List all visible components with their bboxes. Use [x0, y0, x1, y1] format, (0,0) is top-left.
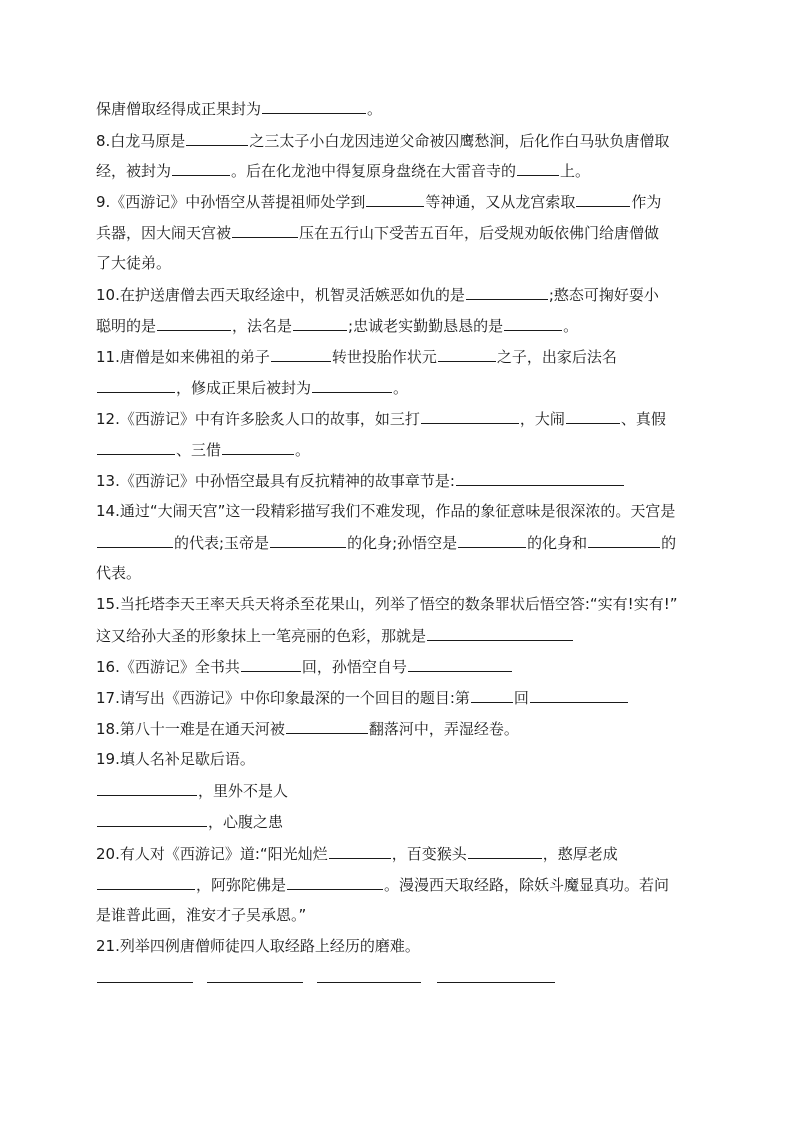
q8-line-2: 经，被封为 。后在化龙池中得复原身盘绕在大雷音寺的 上。 [96, 162, 591, 180]
answer-blank[interactable] [97, 967, 193, 983]
answer-blank[interactable] [329, 843, 391, 859]
answer-blank[interactable] [222, 439, 294, 455]
answer-blank[interactable] [270, 532, 346, 548]
q9-line-1: 9.《西游记》中孙悟空从菩提祖师处学到 等神通，又从龙宫索取 作为 [96, 193, 662, 211]
q19-line-1: 19.填人名补足歇后语。 [96, 750, 255, 768]
answer-blank[interactable] [517, 160, 559, 176]
answer-blank[interactable] [408, 656, 512, 672]
answer-blank[interactable] [458, 532, 526, 548]
answer-blank[interactable] [530, 687, 628, 703]
answer-blank[interactable] [317, 967, 421, 983]
answer-blank[interactable] [366, 191, 424, 207]
q14-line-1: 14.通过“大闹天宫”这一段精彩描写我们不难发现，作品的象征意味是很深浓的。天宫是 [96, 502, 676, 520]
q16-line-1: 16.《西游记》全书共 回，孙悟空自号 [96, 656, 513, 676]
answer-blank[interactable] [232, 222, 298, 238]
answer-blank[interactable] [186, 130, 248, 146]
q8-line-1: 8.白龙马原是 之三太子小白龙因违逆父命被囚鹰愁涧，后化作白马驮负唐僧取 [96, 132, 670, 150]
q17-line-1: 17.请写出《西游记》中你印象最深的一个回目的题目:第 回 [96, 687, 629, 707]
answer-blank[interactable] [97, 532, 173, 548]
answer-blank[interactable] [157, 315, 231, 331]
q21-line-1: 21.列举四例唐僧师徒四人取经路上经历的磨难。 [96, 937, 420, 955]
q12-line-2: 、三借 。 [96, 439, 310, 459]
answer-blank[interactable] [437, 967, 555, 983]
q15-line-2: 这又给孙大圣的形象抹上一笔亮丽的色彩，那就是 [96, 625, 574, 645]
q10-line-1: 10.在护送唐僧去西天取经途中，机智灵活嫉恶如仇的是 ;憨态可掬好耍小 [96, 286, 659, 304]
q9-line-3: 了大徒弟。 [96, 254, 172, 272]
answer-blank[interactable] [438, 346, 496, 362]
q15-line-1: 15.当托塔李天王率天兵天将杀至花果山，列举了悟空的数条罪状后悟空答:“实有!实有!” [96, 595, 678, 613]
answer-blank[interactable] [97, 377, 175, 393]
q13-line-1: 13.《西游记》中孙悟空最具有反抗精神的故事章节是: [96, 470, 625, 490]
q14-line-2: 的代表;玉帝是 的化身;孙悟空是 的化身和 的 [96, 532, 676, 552]
q11-line-2: ，修成正果后被封为 。 [96, 377, 408, 397]
q19-line-2: ，里外不是人 [96, 780, 288, 800]
q14-line-3: 代表。 [96, 564, 142, 582]
answer-blank[interactable] [566, 408, 620, 424]
answer-blank[interactable] [271, 346, 331, 362]
answer-blank[interactable] [287, 874, 383, 890]
answer-blank[interactable] [97, 874, 195, 890]
answer-blank[interactable] [97, 439, 175, 455]
answer-blank[interactable] [588, 532, 660, 548]
answer-blank[interactable] [421, 408, 519, 424]
q18-line-1: 18.第八十一难是在通天河被 翻落河中，弄湿经卷。 [96, 720, 519, 738]
q21-answer-line [96, 967, 556, 987]
q20-line-2: ，阿弥陀佛是 。漫漫西天取经路，除妖斗魔显真功。若问 [96, 874, 669, 894]
answer-blank[interactable] [241, 656, 301, 672]
q20-line-3: 是谁普此画，淮安才子吴承恩。” [96, 906, 307, 924]
answer-blank[interactable] [504, 315, 562, 331]
answer-blank[interactable] [312, 377, 392, 393]
answer-blank[interactable] [466, 284, 548, 300]
answer-blank[interactable] [262, 98, 366, 114]
answer-blank[interactable] [471, 687, 513, 703]
q11-line-1: 11.唐僧是如来佛祖的弟子 转世投胎作状元 之子，出家后法名 [96, 348, 617, 366]
answer-blank[interactable] [207, 967, 303, 983]
answer-blank[interactable] [286, 718, 368, 734]
q19-line-3: ，心腹之患 [96, 811, 283, 831]
answer-blank[interactable] [468, 843, 542, 859]
answer-blank[interactable] [456, 470, 624, 486]
q9-line-2: 兵器，因大闹天宫被 压在五行山下受苦五百年，后受规劝皈依佛门给唐僧做 [96, 224, 660, 242]
q7-line-2: 保唐僧取经得成正果封为 。 [96, 100, 383, 118]
answer-blank[interactable] [576, 191, 630, 207]
q10-line-2: 聪明的是 ，法名是 ;忠诚老实勤勤恳恳的是 。 [96, 317, 579, 335]
q20-line-1: 20.有人对《西游记》道:“阳光灿烂 ，百变猴头 ，憨厚老成 [96, 845, 618, 863]
answer-blank[interactable] [172, 160, 230, 176]
answer-blank[interactable] [97, 780, 197, 796]
answer-blank[interactable] [293, 315, 347, 331]
answer-blank[interactable] [97, 811, 207, 827]
answer-blank[interactable] [427, 625, 573, 641]
q12-line-1: 12.《西游记》中有许多脍炙人口的故事，如三打 ，大闹 、真假 [96, 410, 666, 428]
